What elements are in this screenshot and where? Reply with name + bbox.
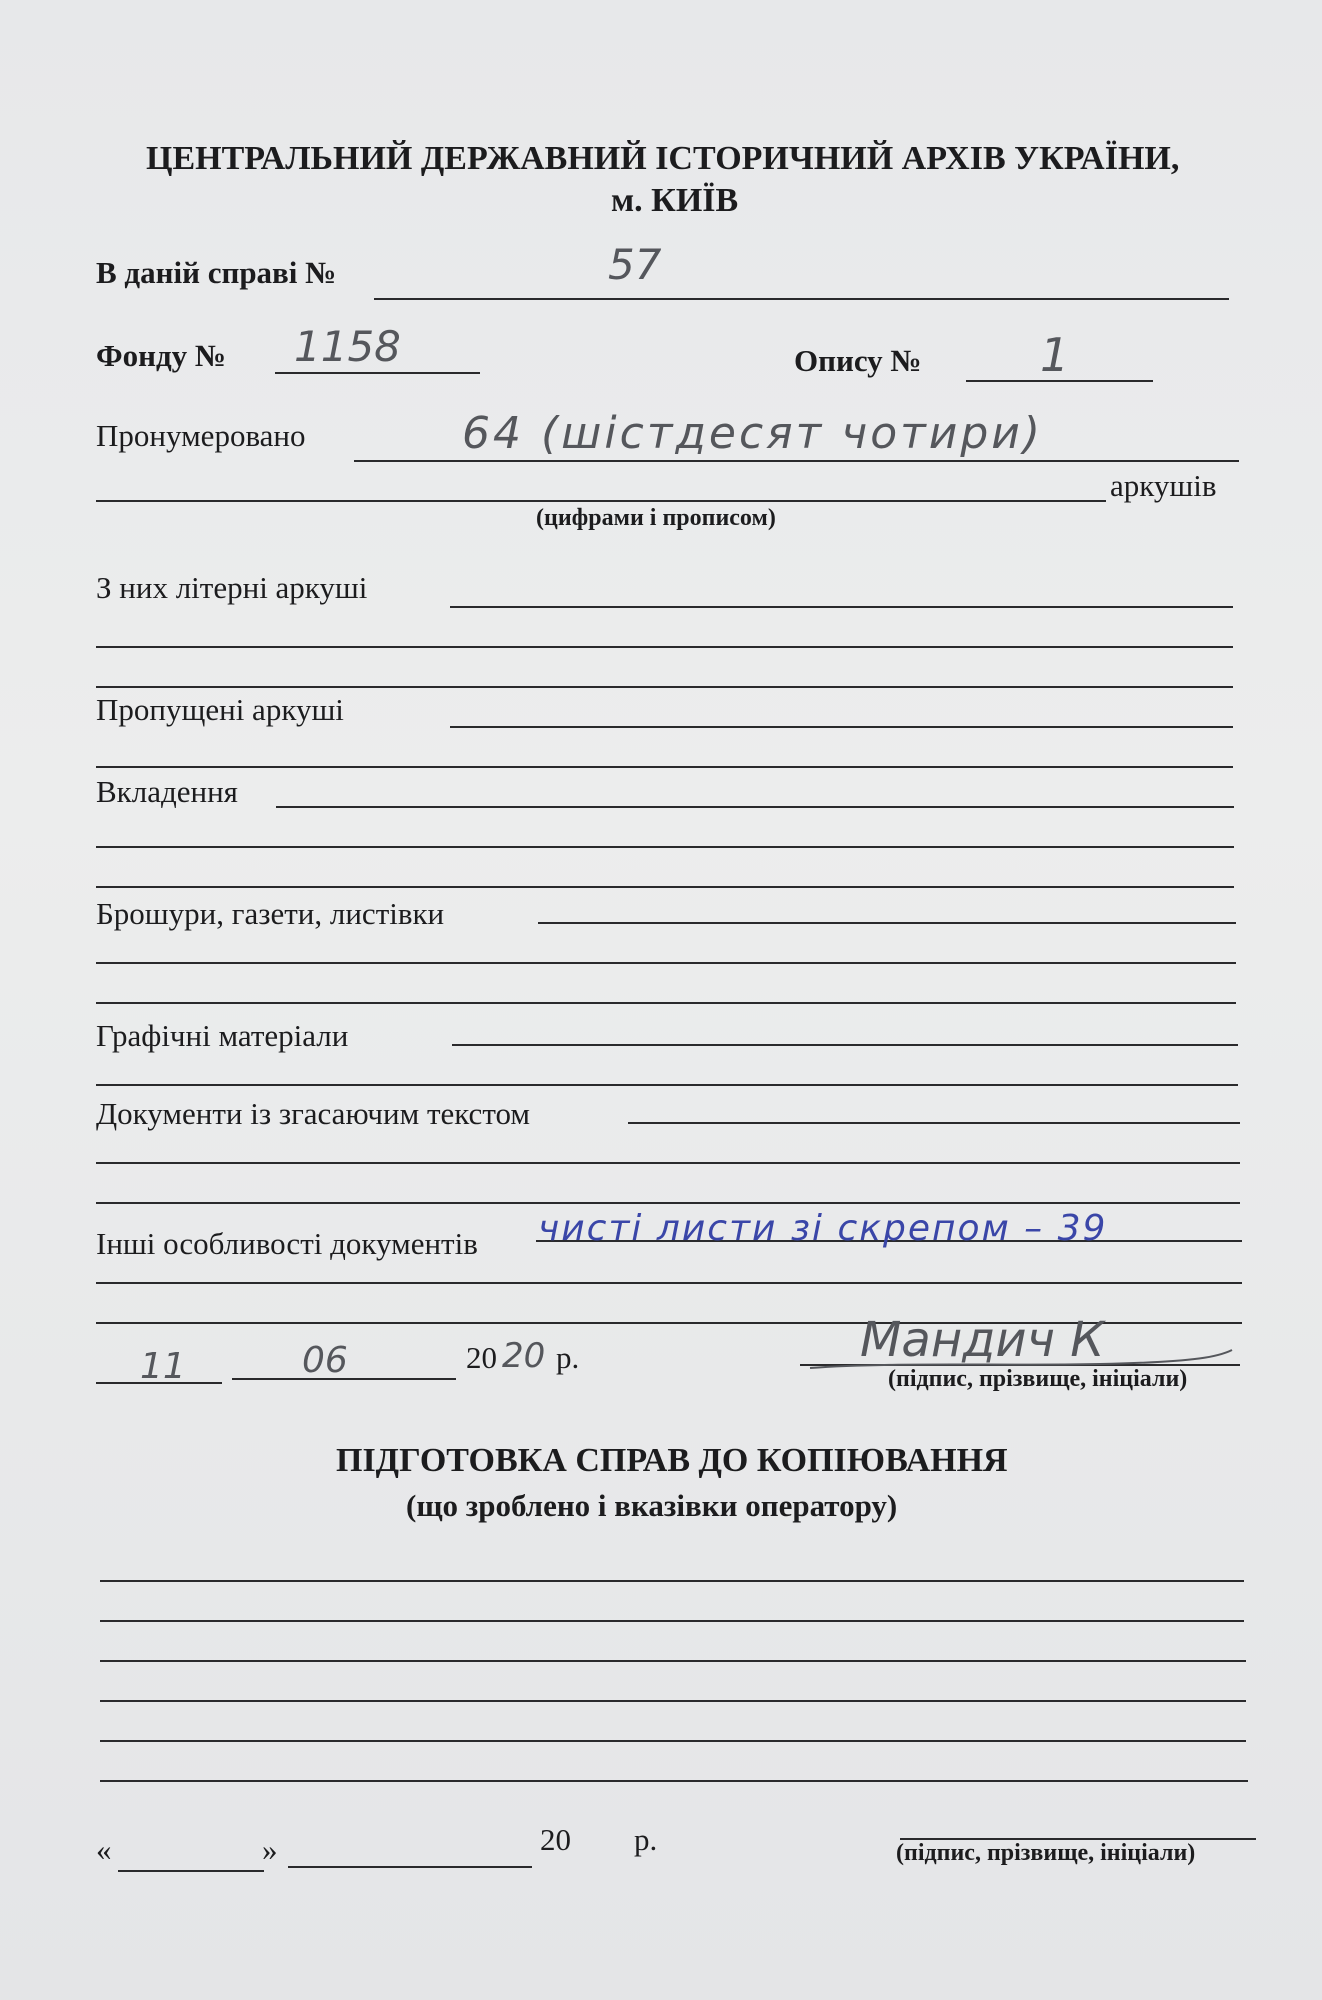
brochures-line-3 — [96, 1002, 1236, 1004]
section2-year-prefix: 20 — [540, 1822, 571, 1857]
section2-quote-open: « — [96, 1832, 112, 1867]
other-line-2 — [96, 1282, 1242, 1284]
fading-line-2 — [96, 1162, 1240, 1164]
skipped-sheets-label: Пропущені аркуші — [96, 692, 344, 727]
sheets-suffix: аркушів — [1110, 468, 1217, 503]
lettered-line-2 — [96, 646, 1233, 648]
section2-signature-hint: (підпис, прізвище, ініціали) — [896, 1840, 1196, 1866]
brochures-label: Брошури, газети, листівки — [96, 896, 445, 931]
signoff-year-value: 20 — [502, 1336, 546, 1376]
opys-number-label: Опису № — [794, 343, 922, 378]
numbered-value: 64 (шістдесят чотири) — [462, 408, 1044, 459]
signoff-year-prefix: 20 — [466, 1340, 497, 1375]
numbered-line-2 — [96, 500, 1106, 502]
section2-line-3 — [100, 1660, 1246, 1662]
attachments-line-3 — [96, 886, 1234, 888]
numbered-line-1 — [354, 460, 1239, 462]
attachments-line-2 — [96, 846, 1234, 848]
skipped-line-2 — [96, 766, 1233, 768]
section2-line-2 — [100, 1620, 1244, 1622]
skipped-line-1 — [450, 726, 1233, 728]
brochures-line-1 — [538, 922, 1236, 924]
signoff-month: 06 — [302, 1340, 348, 1381]
section2-title: ПІДГОТОВКА СПРАВ ДО КОПІЮВАННЯ — [336, 1442, 1008, 1479]
case-number-line — [374, 298, 1229, 300]
opys-number-value: 1 — [1040, 328, 1070, 382]
fond-number-label: Фонду № — [96, 338, 227, 373]
case-number-label: В даній справі № — [96, 255, 337, 290]
signoff-day: 11 — [140, 1346, 186, 1387]
lettered-sheets-label: З них літерні аркуші — [96, 570, 368, 605]
attachments-line-1 — [276, 806, 1234, 808]
case-number-value: 57 — [608, 240, 662, 289]
other-features-label: Інші особливості документів — [96, 1226, 478, 1261]
section2-day-line — [118, 1870, 264, 1872]
section2-year-suffix: р. — [634, 1822, 658, 1857]
fading-line-3 — [96, 1202, 1240, 1204]
brochures-line-2 — [96, 962, 1236, 964]
signoff-year-suffix: р. — [556, 1340, 580, 1375]
graphic-materials-label: Графічні матеріали — [96, 1018, 349, 1053]
section2-subtitle: (що зроблено і вказівки оператору) — [406, 1488, 898, 1523]
fading-line-1 — [628, 1122, 1240, 1124]
archive-title-line1: ЦЕНТРАЛЬНИЙ ДЕРЖАВНИЙ ІСТОРИЧНИЙ АРХІВ УКРАЇНИ, — [146, 140, 1180, 177]
numbered-label: Пронумеровано — [96, 418, 306, 453]
graphic-line-1 — [452, 1044, 1238, 1046]
signature-hint: (підпис, прізвище, ініціали) — [888, 1366, 1188, 1392]
section2-line-4 — [100, 1700, 1246, 1702]
fond-number-value: 1158 — [294, 322, 401, 371]
graphic-line-2 — [96, 1084, 1238, 1086]
signature-handwritten: Мандич К — [860, 1312, 1105, 1368]
section2-line-5 — [100, 1740, 1246, 1742]
section2-line-6 — [100, 1780, 1248, 1782]
section2-quote-close: » — [262, 1832, 278, 1867]
lettered-line-1 — [450, 606, 1233, 608]
numbered-hint: (цифрами і прописом) — [536, 505, 776, 531]
section2-line-1 — [100, 1580, 1244, 1582]
other-features-value: чисті листи зі скрепом – 39 — [538, 1208, 1108, 1249]
fading-text-label: Документи із згасаючим текстом — [96, 1096, 530, 1131]
archive-title-line2: м. КИЇВ — [611, 182, 739, 219]
attachments-label: Вкладення — [96, 774, 238, 809]
fond-number-line — [275, 372, 480, 374]
section2-month-line — [288, 1866, 532, 1868]
lettered-line-3 — [96, 686, 1233, 688]
